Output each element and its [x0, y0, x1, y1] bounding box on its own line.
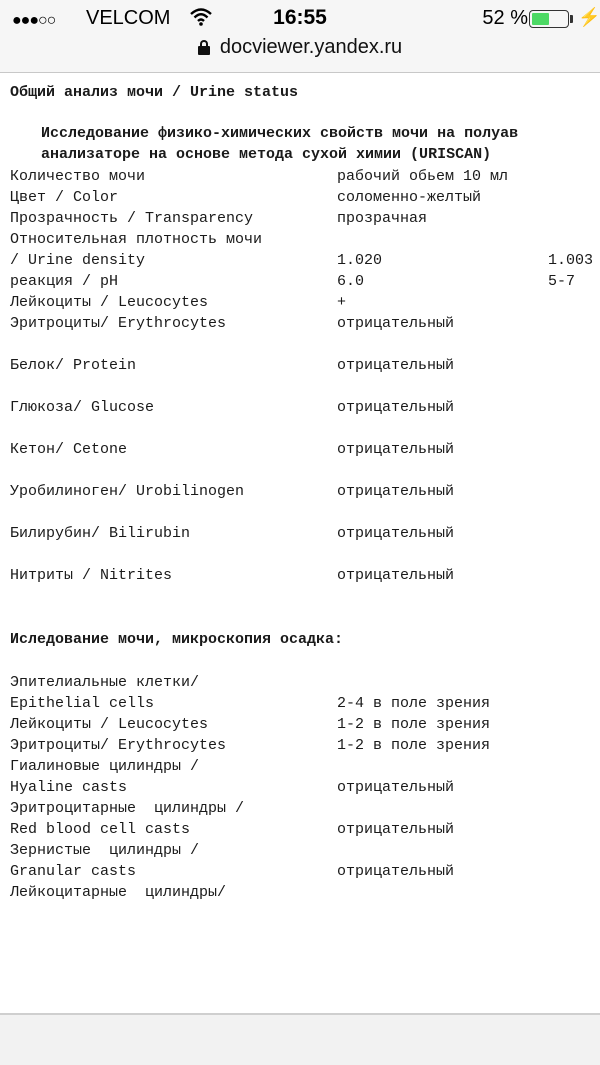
- result-value: отрицательный: [337, 567, 455, 584]
- result-value: соломенно-желтый: [337, 189, 482, 206]
- result-label: Red blood cell casts: [10, 821, 191, 838]
- result-value: прозрачная: [337, 210, 428, 227]
- result-label: Эритроциты/ Erythrocytes: [10, 737, 227, 754]
- result-label: Эритроциты/ Erythrocytes: [10, 315, 227, 332]
- result-label: Белок/ Protein: [10, 357, 137, 374]
- result-label: Относительная плотность мочи: [10, 231, 263, 248]
- battery-fill: [532, 13, 549, 25]
- battery-icon: [529, 10, 569, 28]
- battery-tip: [570, 15, 573, 23]
- result-value: 1-2 в поле зрения: [337, 716, 491, 733]
- status-bar: [0, 0, 600, 36]
- url-text[interactable]: docviewer.yandex.ru: [219, 36, 403, 58]
- result-label: Прозрачность / Transparency: [10, 210, 254, 227]
- clock: 16:55: [273, 6, 327, 29]
- reference-range: 1.003: [548, 252, 594, 269]
- result-value: отрицательный: [337, 315, 455, 332]
- result-label: Гиалиновые цилиндры /: [10, 758, 200, 775]
- address-bar[interactable]: [0, 36, 600, 66]
- browser-top-bar: [0, 0, 600, 73]
- result-value: +: [337, 294, 347, 311]
- result-value: отрицательный: [337, 441, 455, 458]
- result-label: Granular casts: [10, 863, 137, 880]
- battery-percent: 52 %: [482, 7, 528, 29]
- result-value: 1.020: [337, 252, 383, 269]
- document-viewer[interactable]: [0, 73, 600, 1013]
- charging-icon: ⚡: [578, 7, 600, 27]
- result-label: реакция / pH: [10, 273, 119, 290]
- result-value: рабочий обьем 10 мл: [337, 168, 509, 185]
- result-label: Hyaline casts: [10, 779, 128, 796]
- result-label: Кетон/ Cetone: [10, 441, 128, 458]
- signal-strength-icon: ●●●○○: [12, 12, 56, 29]
- result-value: отрицательный: [337, 821, 455, 838]
- result-value: 1-2 в поле зрения: [337, 737, 491, 754]
- result-label: Epithelial cells: [10, 695, 155, 712]
- reference-range: 5-7: [548, 273, 576, 290]
- result-value: отрицательный: [337, 399, 455, 416]
- result-label: Эритроцитарные цилиндры /: [10, 800, 245, 817]
- result-value: отрицательный: [337, 779, 455, 796]
- result-label: Нитриты / Nitrites: [10, 567, 173, 584]
- section2-heading: Иследование мочи, микроскопия осадка:: [10, 631, 344, 648]
- result-value: отрицательный: [337, 357, 455, 374]
- section1-heading-line2: анализаторе на основе метода сухой химии (URISCAN): [41, 146, 492, 163]
- browser-bottom-toolbar: [0, 1013, 600, 1065]
- result-label: Количество мочи: [10, 168, 146, 185]
- result-label: Лейкоциты / Leucocytes: [10, 716, 209, 733]
- result-label: / Urine density: [10, 252, 146, 269]
- result-value: отрицательный: [337, 863, 455, 880]
- document-title: Общий анализ мочи / Urine status: [10, 84, 299, 101]
- result-label: Билирубин/ Bilirubin: [10, 525, 191, 542]
- result-value: отрицательный: [337, 483, 455, 500]
- result-label: Лейкоцитарные цилиндры/: [10, 884, 227, 901]
- result-value: 6.0: [337, 273, 365, 290]
- carrier-name: VELCOM: [86, 7, 171, 29]
- result-value: 2-4 в поле зрения: [337, 695, 491, 712]
- result-label: Цвет / Color: [10, 189, 119, 206]
- result-label: Глюкоза/ Glucose: [10, 399, 155, 416]
- result-value: отрицательный: [337, 525, 455, 542]
- lock-icon: [198, 40, 210, 54]
- result-label: Эпителиальные клетки/: [10, 674, 200, 691]
- result-label: Лейкоциты / Leucocytes: [10, 294, 209, 311]
- result-label: Зернистые цилиндры /: [10, 842, 200, 859]
- section1-heading-line1: Исследование физико-химических свойств мочи на полуав: [41, 125, 519, 142]
- result-label: Уробилиноген/ Urobilinogen: [10, 483, 245, 500]
